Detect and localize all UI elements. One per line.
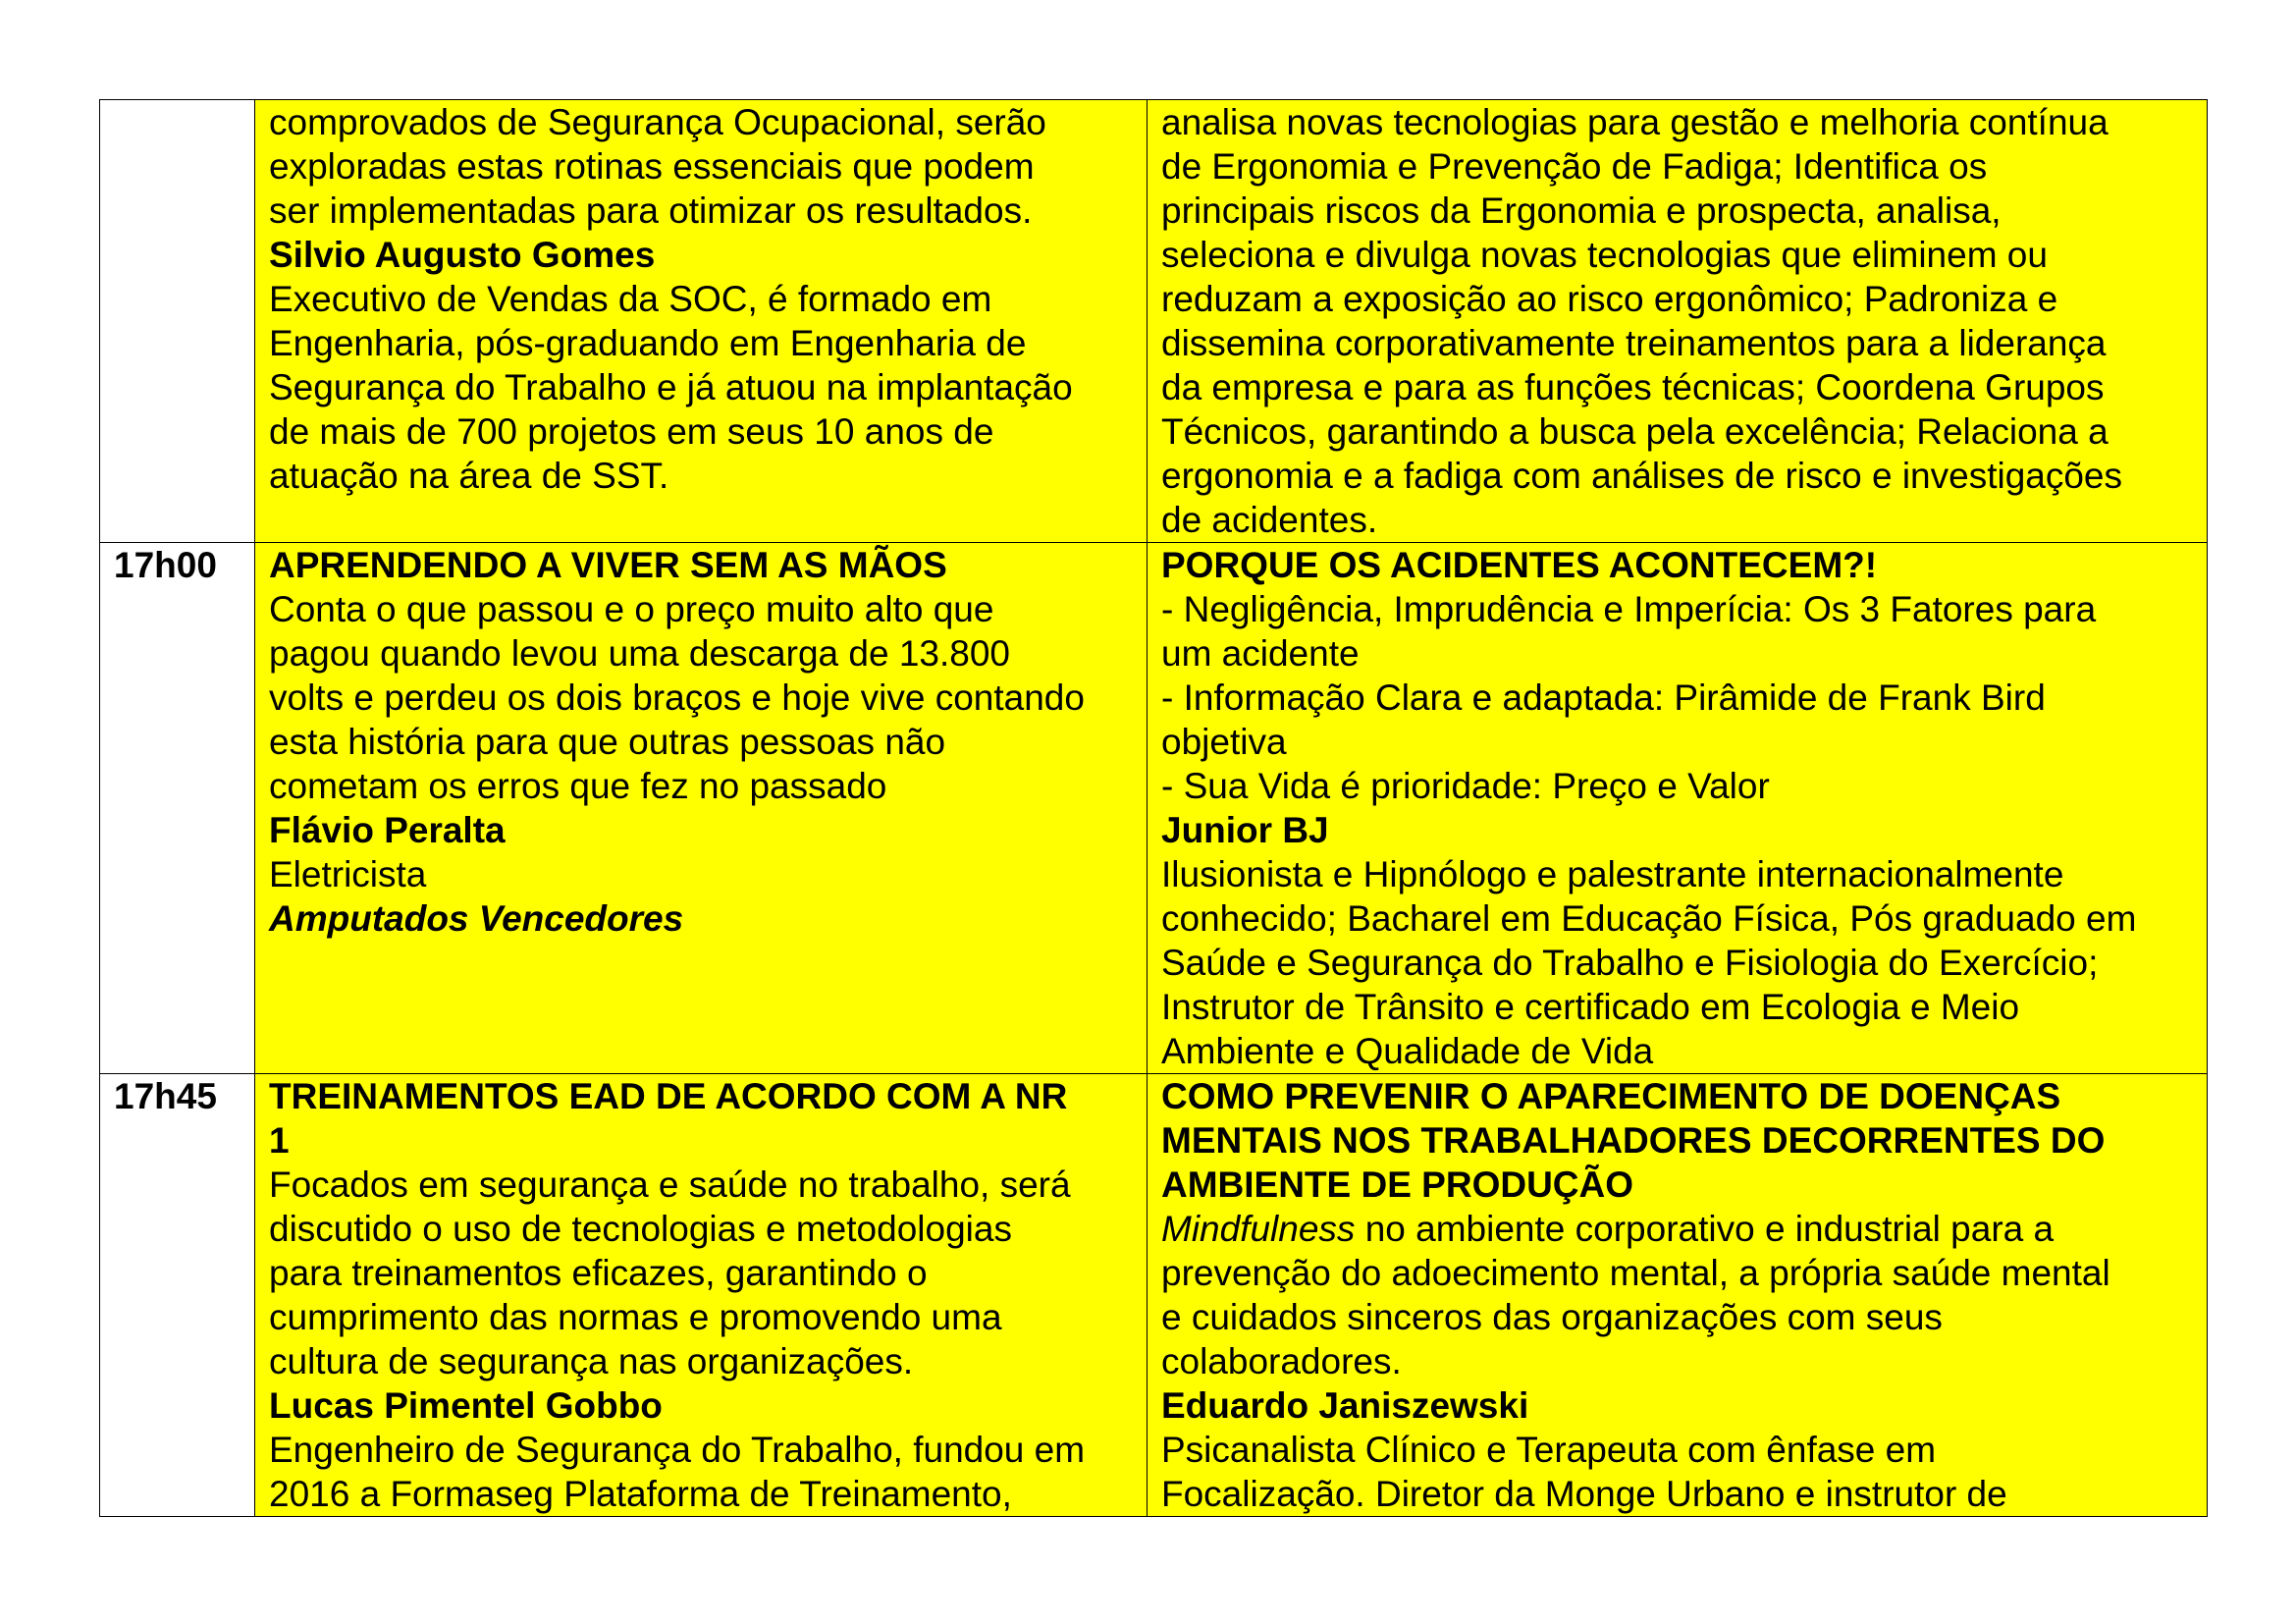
description-line: Focados em segurança e saúde no trabalho, será bbox=[269, 1164, 1071, 1205]
emphasized-term: Mindfulness bbox=[1161, 1209, 1356, 1249]
speaker-name: Junior BJ bbox=[1161, 810, 1329, 850]
schedule-table bbox=[99, 99, 2208, 1517]
description-line: esta história para que outras pessoas não bbox=[269, 722, 946, 762]
description-line: comprovados de Segurança Ocupacional, serão bbox=[269, 102, 1046, 142]
description-line: pagou quando levou uma descarga de 13.800 bbox=[269, 633, 1010, 674]
schedule-row-continuation bbox=[100, 100, 2208, 543]
talk-cell-left bbox=[255, 100, 1148, 543]
talk-title: PORQUE OS ACIDENTES ACONTECEM?! bbox=[1161, 545, 1878, 585]
bio-line: conhecido; Bacharel em Educação Física, Pós graduado em bbox=[1161, 898, 2137, 939]
bio-line: da empresa e para as funções técnicas; Coordena Grupos bbox=[1161, 367, 2105, 407]
talk-title: 1 bbox=[269, 1120, 290, 1161]
talk-title: MENTAIS NOS TRABALHADORES DECORRENTES DO bbox=[1161, 1120, 2106, 1161]
description-line: volts e perdeu os dois braços e hoje vive contando bbox=[269, 677, 1085, 718]
talk-title: COMO PREVENIR O APARECIMENTO DE DOENÇAS bbox=[1161, 1076, 2061, 1116]
time-cell bbox=[100, 100, 255, 543]
bio-line: dissemina corporativamente treinamentos para a liderança bbox=[1161, 323, 2107, 363]
bio-line: ergonomia e a fadiga com análises de risco e investigações bbox=[1161, 456, 2123, 496]
description-line: discutido o uso de tecnologias e metodologias bbox=[269, 1209, 1012, 1249]
bio-line: analisa novas tecnologias para gestão e melhoria contínua bbox=[1161, 102, 2109, 142]
schedule-row-17h45 bbox=[100, 1074, 2208, 1517]
bio-line: seleciona e divulga novas tecnologias que eliminem ou bbox=[1161, 235, 2048, 275]
bio-line: de acidentes. bbox=[1161, 500, 1378, 540]
description-line: cometam os erros que fez no passado bbox=[269, 766, 887, 806]
description-line: ser implementadas para otimizar os resultados. bbox=[269, 190, 1033, 231]
description-line: colaboradores. bbox=[1161, 1341, 1402, 1381]
talk-cell-left bbox=[255, 543, 1148, 1074]
bio-line: Executivo de Vendas da SOC, é formado em bbox=[269, 279, 992, 319]
bio-line: Ambiente e Qualidade de Vida bbox=[1161, 1031, 1654, 1071]
speaker-name: Lucas Pimentel Gobbo bbox=[269, 1385, 663, 1426]
bio-line: atuação na área de SST. bbox=[269, 456, 669, 496]
description-line: - Informação Clara e adaptada: Pirâmide de Frank Bird bbox=[1161, 677, 2046, 718]
speaker-name: Flávio Peralta bbox=[269, 810, 506, 850]
organization-name: Amputados Vencedores bbox=[269, 898, 684, 939]
description-line bbox=[1161, 1207, 2201, 1251]
talk-title: APRENDENDO A VIVER SEM AS MÃOS bbox=[269, 545, 947, 585]
description-line: objetiva bbox=[1161, 722, 1287, 762]
talk-title: AMBIENTE DE PRODUÇÃO bbox=[1161, 1164, 1634, 1205]
talk-cell-left bbox=[255, 1074, 1148, 1517]
time-label: 17h45 bbox=[114, 1076, 217, 1116]
description-text: no ambiente corporativo e industrial para a bbox=[1355, 1209, 2055, 1249]
description-line: Conta o que passou e o preço muito alto que bbox=[269, 589, 994, 629]
bio-line: Técnicos, garantindo a busca pela excelência; Relaciona a bbox=[1161, 411, 2109, 452]
bio-line: 2016 a Formaseg Plataforma de Treinamento, bbox=[269, 1474, 1012, 1514]
talk-title: TREINAMENTOS EAD DE ACORDO COM A NR bbox=[269, 1076, 1068, 1116]
description-line: para treinamentos eficazes, garantindo o bbox=[269, 1253, 928, 1293]
talk-cell-right bbox=[1148, 543, 2208, 1074]
description-line: cultura de segurança nas organizações. bbox=[269, 1341, 914, 1381]
bio-line: principais riscos da Ergonomia e prospecta, analisa, bbox=[1161, 190, 2002, 231]
bio-line: reduzam a exposição ao risco ergonômico; Padroniza e bbox=[1161, 279, 2058, 319]
speaker-name: Eduardo Janiszewski bbox=[1161, 1385, 1529, 1426]
description-line: e cuidados sinceros das organizações com seus bbox=[1161, 1297, 1943, 1337]
bio-line: Segurança do Trabalho e já atuou na implantação bbox=[269, 367, 1073, 407]
speaker-name: Silvio Augusto Gomes bbox=[269, 235, 656, 275]
talk-cell-right bbox=[1148, 1074, 2208, 1517]
description-line: cumprimento das normas e promovendo uma bbox=[269, 1297, 1002, 1337]
bio-line: de mais de 700 projetos em seus 10 anos de bbox=[269, 411, 994, 452]
talk-cell-right bbox=[1148, 100, 2208, 543]
bio-line: Eletricista bbox=[269, 854, 427, 894]
bio-line: de Ergonomia e Prevenção de Fadiga; Identifica os bbox=[1161, 146, 1988, 187]
bio-line: Instrutor de Trânsito e certificado em Ecologia e Meio bbox=[1161, 987, 2020, 1027]
description-line: um acidente bbox=[1161, 633, 1360, 674]
description-line: - Negligência, Imprudência e Imperícia: Os 3 Fatores para bbox=[1161, 589, 2097, 629]
time-cell bbox=[100, 543, 255, 1074]
bio-line: Ilusionista e Hipnólogo e palestrante internacionalmente bbox=[1161, 854, 2064, 894]
bio-line: Saúde e Segurança do Trabalho e Fisiologia do Exercício; bbox=[1161, 943, 2099, 983]
bio-line: Engenharia, pós-graduando em Engenharia de bbox=[269, 323, 1027, 363]
bio-line: Engenheiro de Segurança do Trabalho, fundou em bbox=[269, 1430, 1086, 1470]
time-cell bbox=[100, 1074, 255, 1517]
description-line: exploradas estas rotinas essenciais que podem bbox=[269, 146, 1035, 187]
bio-line: Psicanalista Clínico e Terapeuta com ênfase em bbox=[1161, 1430, 1937, 1470]
schedule-row-17h00 bbox=[100, 543, 2208, 1074]
bio-line: Focalização. Diretor da Monge Urbano e instrutor de bbox=[1161, 1474, 2007, 1514]
time-label: 17h00 bbox=[114, 545, 217, 585]
description-line: - Sua Vida é prioridade: Preço e Valor bbox=[1161, 766, 1770, 806]
description-line: prevenção do adoecimento mental, a própria saúde mental bbox=[1161, 1253, 2110, 1293]
